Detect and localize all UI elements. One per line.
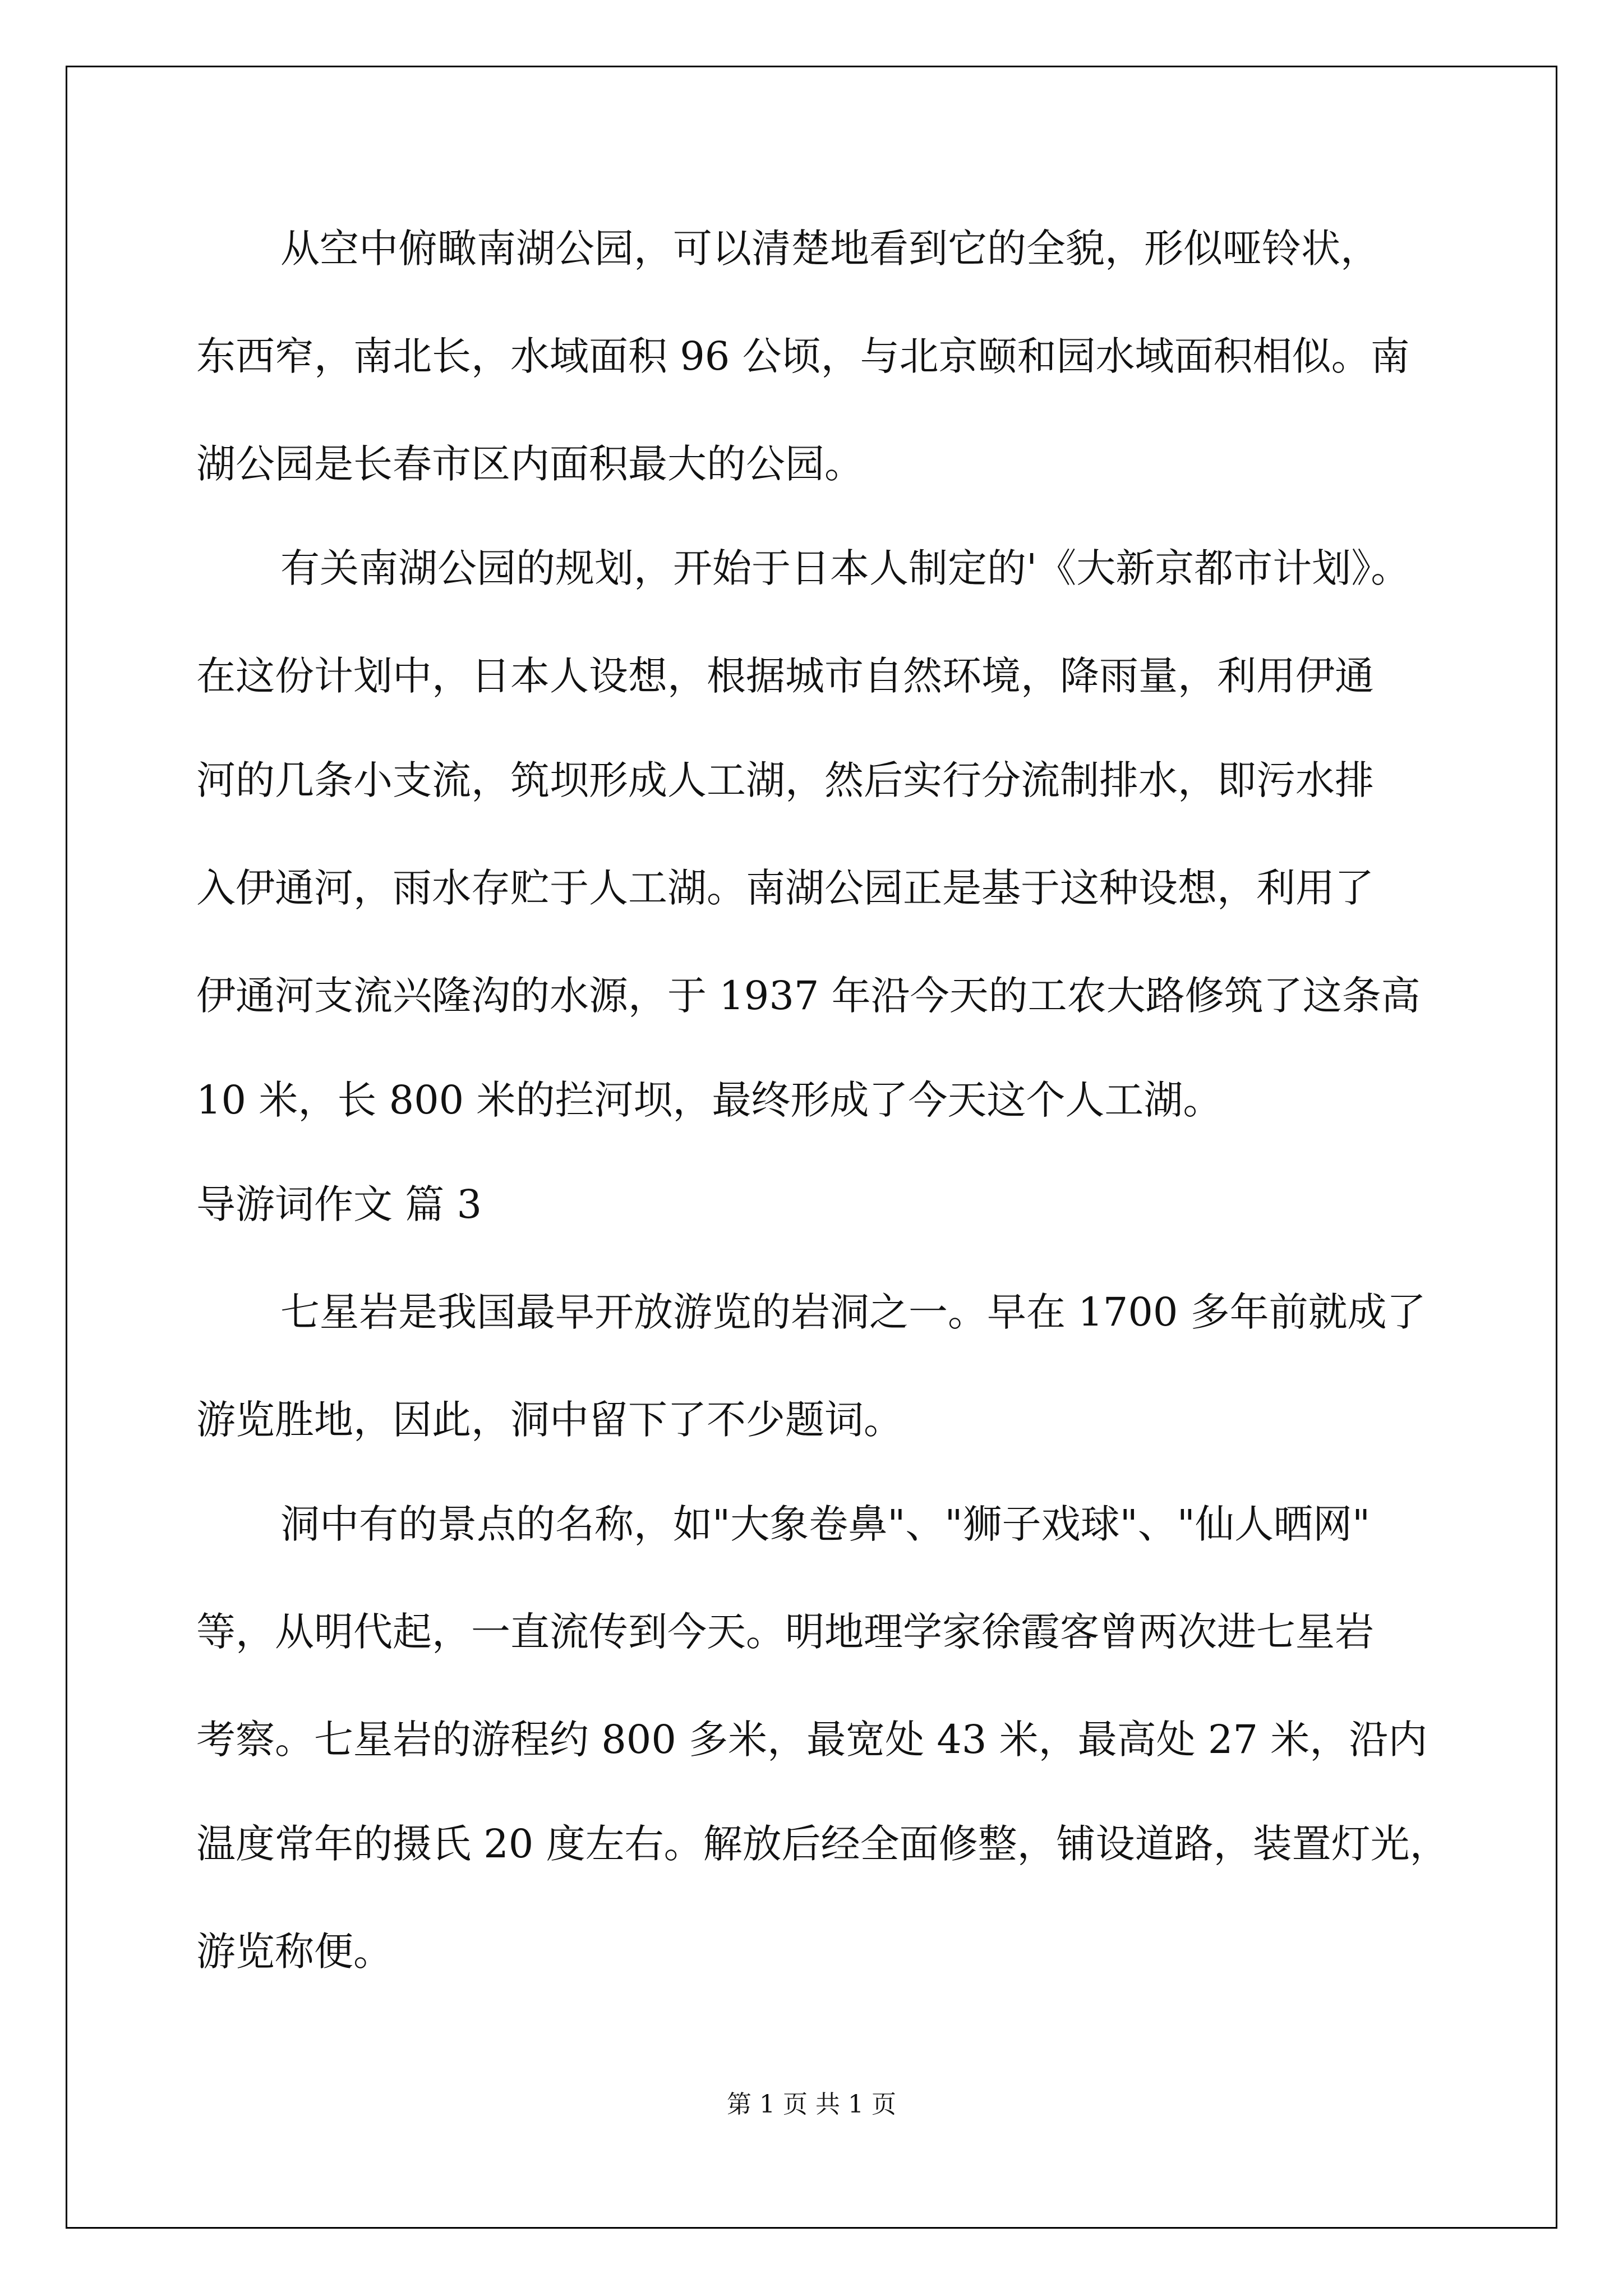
body-line-2: 东西窄，南北长，水域面积 96 公顷，与北京颐和园水域面积相似。南 — [196, 333, 1410, 379]
body-line-3: 湖公园是长春市区内面积最大的公园。 — [196, 441, 864, 487]
body-line-6: 河的几条小支流，筑坝形成人工湖，然后实行分流制排水，即污水排 — [196, 757, 1374, 803]
body-line-15: 温度常年的摄氏 20 度左右。解放后经全面修整，铺设道路，装置灯光， — [196, 1821, 1449, 1867]
body-line-8: 伊通河支流兴隆沟的水源，于 1937 年沿今天的工农大路修筑了这条高 — [196, 973, 1421, 1019]
body-line-13: 等，从明代起，一直流传到今天。明地理学家徐霞客曾两次进七星岩 — [196, 1609, 1374, 1655]
body-line-4: 有关南湖公园的规划，开始于日本人制定的'《大新京都市计划》。 — [280, 545, 1410, 591]
section-heading: 导游词作文 篇 3 — [196, 1181, 482, 1227]
body-line-1: 从空中俯瞰南湖公园，可以清楚地看到它的全貌，形似哑铃状， — [280, 226, 1380, 272]
body-line-10: 七星岩是我国最早开放游览的岩洞之一。早在 1700 多年前就成了 — [280, 1289, 1426, 1335]
page-border — [66, 66, 1557, 2229]
body-line-14: 考察。七星岩的游程约 800 多米，最宽处 43 米，最高处 27 米，沿内 — [196, 1717, 1428, 1763]
body-line-5: 在这份计划中，日本人设想，根据城市自然环境，降雨量，利用伊通 — [196, 653, 1374, 699]
body-line-9: 10 米，长 800 米的拦河坝，最终形成了今天这个人工湖。 — [196, 1077, 1223, 1123]
body-line-11: 游览胜地，因此，洞中留下了不少题词。 — [196, 1397, 903, 1443]
page-footer: 第 1 页 共 1 页 — [727, 2090, 896, 2119]
body-line-12: 洞中有的景点的名称，如"大象卷鼻"、"狮子戏球"、"仙人晒网" — [280, 1501, 1371, 1547]
body-line-16: 游览称便。 — [196, 1929, 393, 1975]
body-line-7: 入伊通河，雨水存贮于人工湖。南湖公园正是基于这种设想，利用了 — [196, 865, 1374, 911]
